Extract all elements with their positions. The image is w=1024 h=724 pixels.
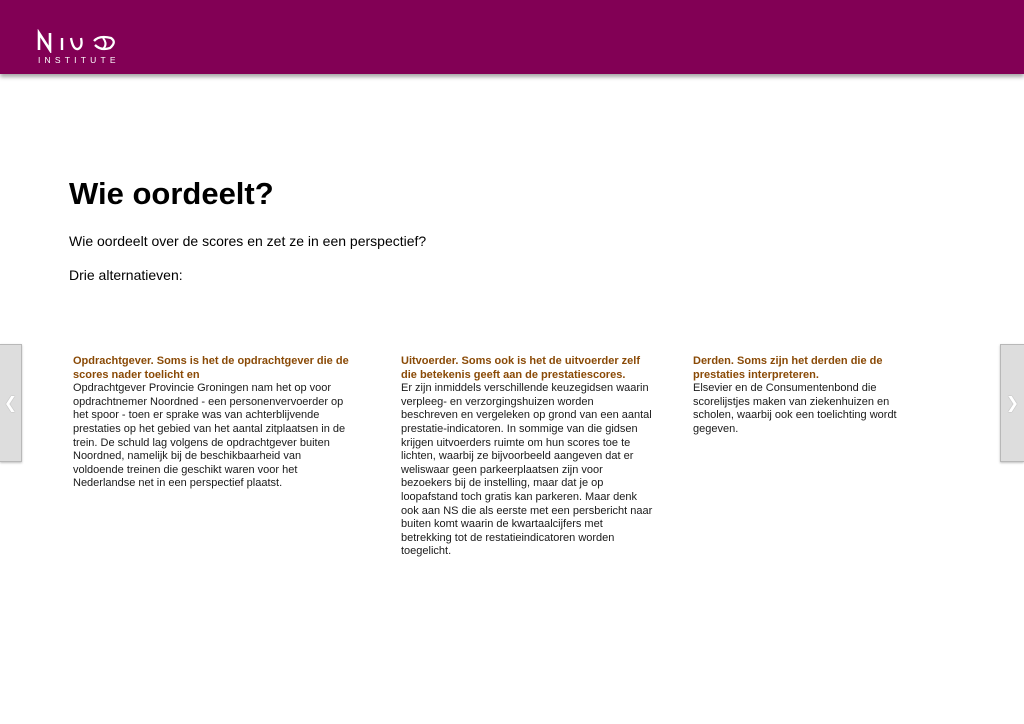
logo-subtitle: INSTITUTE	[38, 55, 120, 65]
chevron-right-icon: ❯	[1005, 393, 1020, 412]
column-body: Elsevier en de Consumentenbond die scorelijstjes maken van ziekenhuizen en scholen, waarbij ook een toelichting wordt gegeven.	[693, 382, 897, 435]
column-heading: Opdrachtgever. Soms is het de opdrachtgever die de scores nader toelicht en	[73, 355, 349, 381]
header-bar	[0, 0, 1024, 74]
next-slide-button[interactable]	[1000, 344, 1024, 462]
column-uitvoerder	[401, 355, 653, 559]
column-heading: Uitvoerder. Soms ook is het de uitvoerder zelf die betekenis geeft aan de prestatiescores.	[401, 355, 641, 381]
intro-text: Drie alternatieven:	[69, 267, 183, 283]
column-body: Opdrachtgever Provincie Groningen nam het op voor opdrachtnemer Noordned - een personenvervoerder op het spoor - toen er sprake was van achterblijvende prestaties op het gebied van het aantal zitplaatsen in de trein. De schuld lag volgens de opdrachtgever buiten Noordned, namelijk bij de beschikbaarheid van voldoende treinen die geschikt waren voor het Nederlandse net in een perspectief plaatst.	[73, 382, 346, 490]
column-opdrachtgever	[73, 355, 351, 491]
chevron-left-icon: ❮	[3, 393, 18, 412]
column-derden	[693, 355, 911, 437]
page-title: Wie oordeelt?	[69, 176, 274, 211]
page-subtitle: Wie oordeelt over de scores en zet ze in een perspectief?	[69, 233, 427, 249]
previous-slide-button[interactable]	[0, 344, 22, 462]
column-heading: Derden. Soms zijn het derden die de prestaties interpreteren.	[693, 355, 883, 381]
nivo-logo-mark	[37, 29, 133, 53]
column-body: Er zijn inmiddels verschillende keuzegidsen waarin verpleeg- en verzorgingshuizen worden beschreven en vergeleken op grond van een aantal prestatie-indicatoren. In sommige van die gidsen krijgen uitvoerders ruimte om hun scores toe te lichten, waarbij ze bijvoorbeeld aangeven dat er weliswaar geen parkeerplaatsen zijn voor bezoekers bij de instelling, maar dat je op loopafstand toch gratis kan parkeren. Maar denk ook aan NS die als eerste met een persbericht naar buiten komt waarin de kwartaalcijfers met betrekking tot de restatieindicatoren worden toegelicht.	[401, 382, 653, 558]
nivo-logo	[37, 29, 137, 69]
